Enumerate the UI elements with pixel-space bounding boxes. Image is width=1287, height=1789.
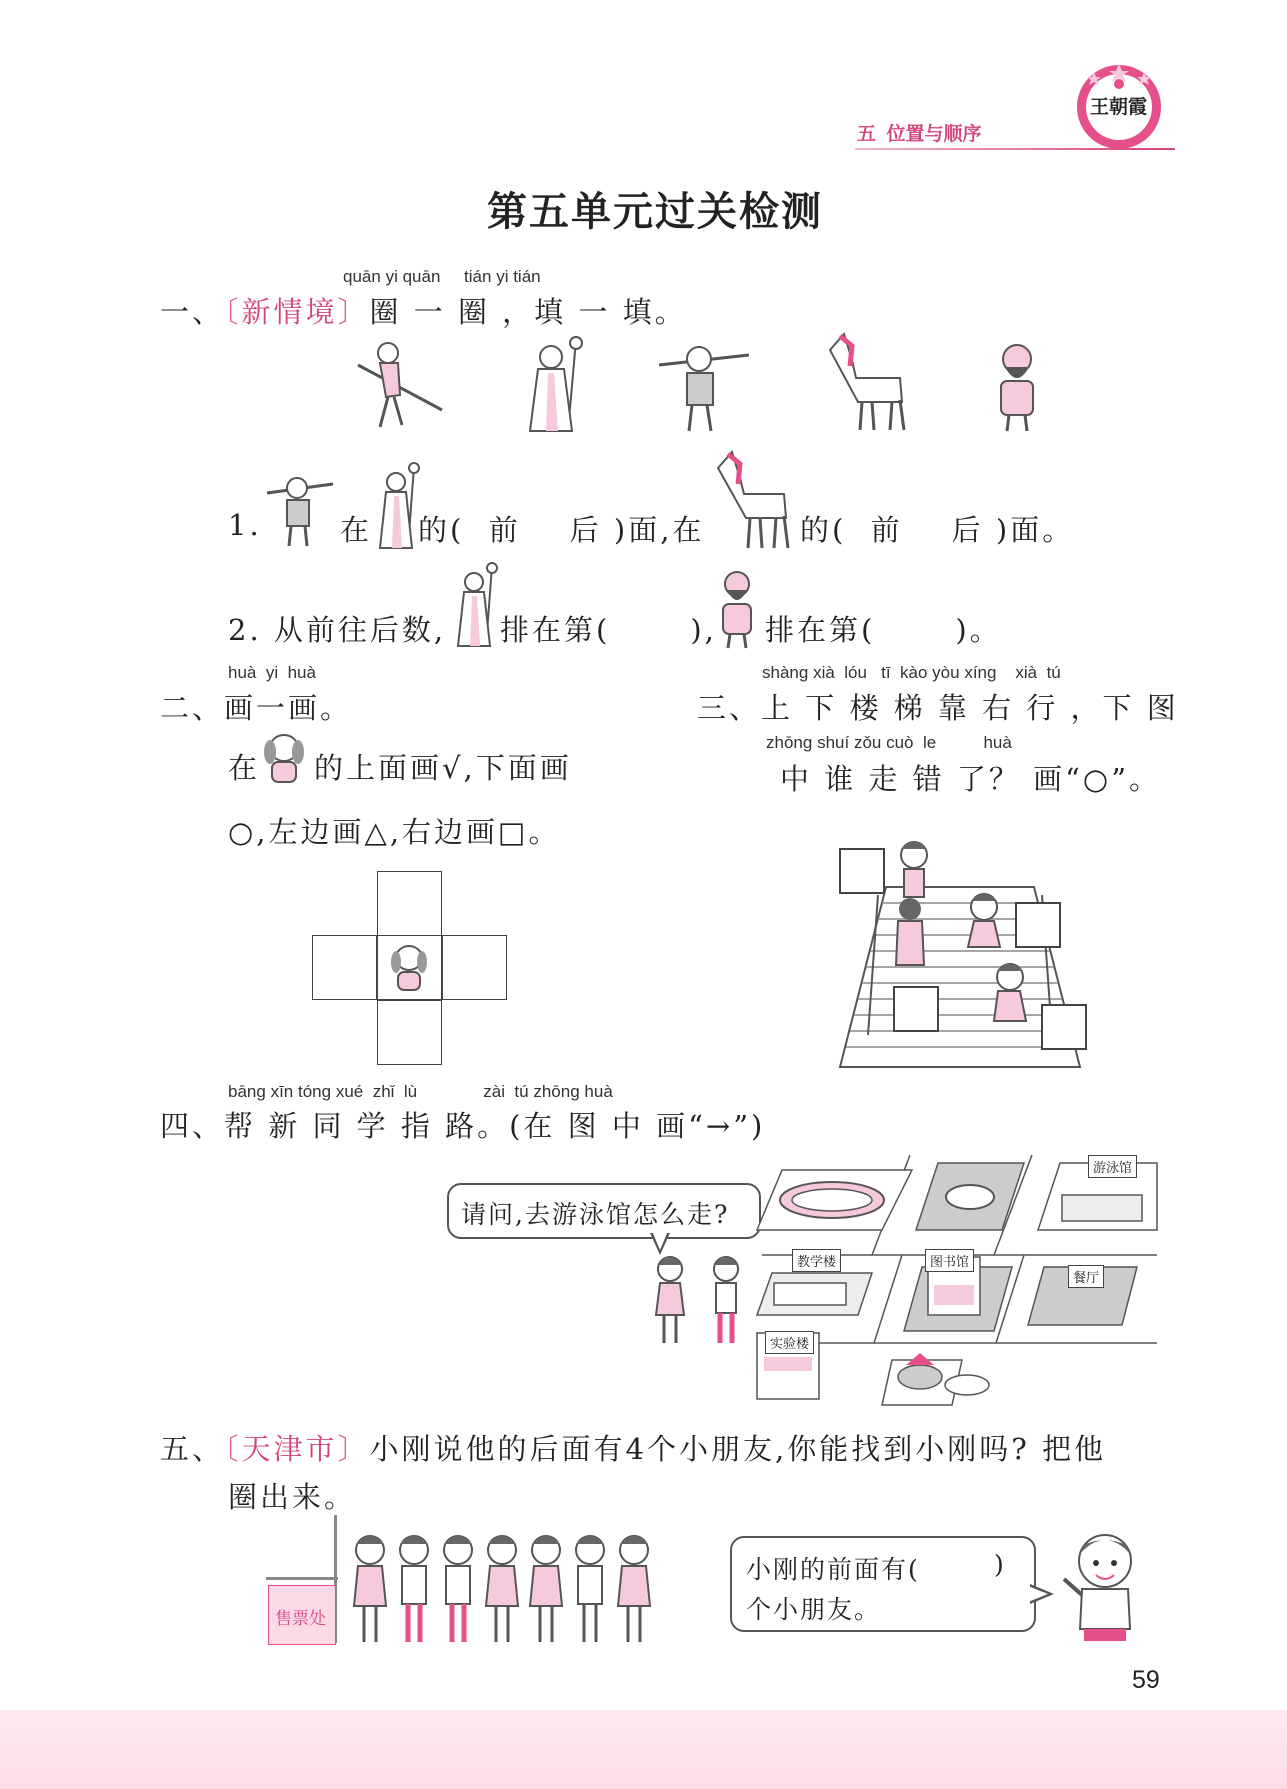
ticket-booth-sign bbox=[268, 1585, 336, 1645]
figure-monkey-king bbox=[350, 335, 445, 439]
section-title: 五 位置与顺序 bbox=[857, 124, 982, 145]
q1-item1-zai: 在 bbox=[340, 513, 373, 547]
q5-bubble-line2: 个小朋友。 bbox=[746, 1595, 882, 1624]
option-front[interactable]: 前 bbox=[488, 513, 521, 547]
ticket-booth-text: 售票处 bbox=[275, 1609, 326, 1629]
mini-tang-monk-2 bbox=[450, 562, 502, 654]
page-number: 59 bbox=[1132, 1666, 1160, 1694]
q5-bubble-tail-inner bbox=[1028, 1586, 1048, 1602]
grid-cell-top[interactable] bbox=[377, 871, 442, 936]
q1-pinyin: quān yi quān tián yi tián bbox=[343, 267, 541, 286]
figure-tang-monk bbox=[518, 335, 588, 439]
child-4 bbox=[486, 1536, 518, 1642]
mini-sandy bbox=[712, 566, 762, 654]
grid-cell-center bbox=[377, 935, 442, 1000]
q1-item2-mid: 排在第( ), bbox=[500, 613, 717, 647]
q3-pinyin-1: shàng xià lóu tī kào yòu xíng xià tú bbox=[762, 663, 1061, 682]
child-1 bbox=[354, 1536, 386, 1642]
q1-item1-end: 的( 前 后 )面。 bbox=[800, 513, 1075, 547]
staircase-scene bbox=[838, 835, 1128, 1074]
q1-heading bbox=[160, 290, 687, 331]
mini-pigsy bbox=[265, 468, 335, 552]
q1-item2: 2. 从前往后数, bbox=[228, 613, 447, 647]
grid-cell-bottom[interactable] bbox=[377, 1000, 442, 1065]
q3-line2: 中 谁 走 错 了？ 画“○”。 bbox=[780, 762, 1162, 796]
q5-bubble-line1: 小刚的前面有( bbox=[746, 1555, 920, 1584]
q3-line1: 三、上 下 楼 梯 靠 右 行 ，下 图 bbox=[697, 691, 1179, 725]
q2-line1b: 的上面画√,下面画 bbox=[314, 751, 572, 785]
q1-item2-end: 排在第( )。 bbox=[765, 613, 1002, 647]
q3-pinyin-2: zhōng shuí zǒu cuò le huà bbox=[766, 733, 1012, 752]
q5-bubble-line1-close: ) bbox=[994, 1550, 1006, 1579]
puppy-icon bbox=[262, 730, 306, 794]
child-5 bbox=[530, 1536, 562, 1642]
q5-speech-bubble bbox=[730, 1536, 1036, 1632]
logo-text: 王朝霞 bbox=[1090, 96, 1148, 118]
label-lab-building: 实验楼 bbox=[765, 1331, 814, 1354]
child-6 bbox=[576, 1536, 604, 1642]
q2-heading: 二、画一画。 bbox=[160, 691, 353, 725]
q2-line2: ○,左边画△,右边画□。 bbox=[228, 815, 561, 849]
option-back-2[interactable]: 后 bbox=[951, 513, 984, 547]
footer-band bbox=[0, 1710, 1287, 1789]
figure-horse bbox=[822, 330, 908, 438]
q1-item1-rest: 的( 前 后 )面,在 bbox=[418, 513, 705, 547]
grid-cell-left[interactable] bbox=[312, 935, 377, 1000]
page-title: 第五单元过关检测 bbox=[487, 190, 823, 234]
q4-pinyin: bāng xīn tóng xué zhǐ lù zài tú zhōng huà bbox=[228, 1082, 613, 1101]
queue-children bbox=[348, 1530, 678, 1654]
figure-sandy bbox=[985, 337, 1051, 437]
q4-bubble-text: 请问,去游泳馆怎么走? bbox=[461, 1200, 730, 1229]
q2-line1a: 在 bbox=[228, 751, 261, 785]
puppy-center-icon bbox=[378, 936, 441, 999]
mini-horse bbox=[712, 448, 792, 554]
q5-line2: 圈出来。 bbox=[228, 1480, 357, 1514]
q4-speech-bubble bbox=[447, 1183, 761, 1239]
mini-tang-monk bbox=[372, 462, 424, 556]
cross-grid bbox=[312, 871, 507, 1066]
q4-kids bbox=[640, 1253, 760, 1352]
q5-line1: 五、〔天津市〕小刚说他的后面有4个小朋友,你能找到小刚吗? 把他 bbox=[160, 1432, 1106, 1466]
label-canteen: 餐厅 bbox=[1068, 1265, 1104, 1288]
option-back[interactable]: 后 bbox=[569, 513, 602, 547]
ticket-booth bbox=[266, 1515, 344, 1645]
boy-xiaogang bbox=[1060, 1525, 1150, 1649]
q1-number: 一、 bbox=[160, 295, 225, 329]
label-library: 图书馆 bbox=[925, 1249, 974, 1272]
q1-item1: 1. bbox=[228, 508, 262, 542]
bubble-tail-inner bbox=[652, 1231, 668, 1250]
brand-logo bbox=[1074, 62, 1164, 152]
label-pool: 游泳馆 bbox=[1088, 1155, 1137, 1178]
answer-blank-3[interactable] bbox=[932, 1550, 982, 1580]
q4-heading: 四、帮 新 同 学 指 路。(在 图 中 画“→”) bbox=[160, 1109, 766, 1143]
child-2 bbox=[400, 1536, 428, 1642]
child-7 bbox=[618, 1536, 650, 1642]
option-front-2[interactable]: 前 bbox=[870, 513, 903, 547]
q1-text: 圈 一 圈 ，填 一 填。 bbox=[369, 295, 687, 329]
child-3 bbox=[444, 1536, 472, 1642]
q5-tag: 〔天津市〕 bbox=[224, 1432, 370, 1466]
label-teaching-building: 教学楼 bbox=[792, 1249, 841, 1272]
q2-pinyin: huà yi huà bbox=[228, 663, 316, 682]
grid-cell-right[interactable] bbox=[442, 935, 507, 1000]
figure-pigsy bbox=[657, 337, 752, 439]
q1-tag: 〔新情境〕 bbox=[224, 295, 370, 329]
